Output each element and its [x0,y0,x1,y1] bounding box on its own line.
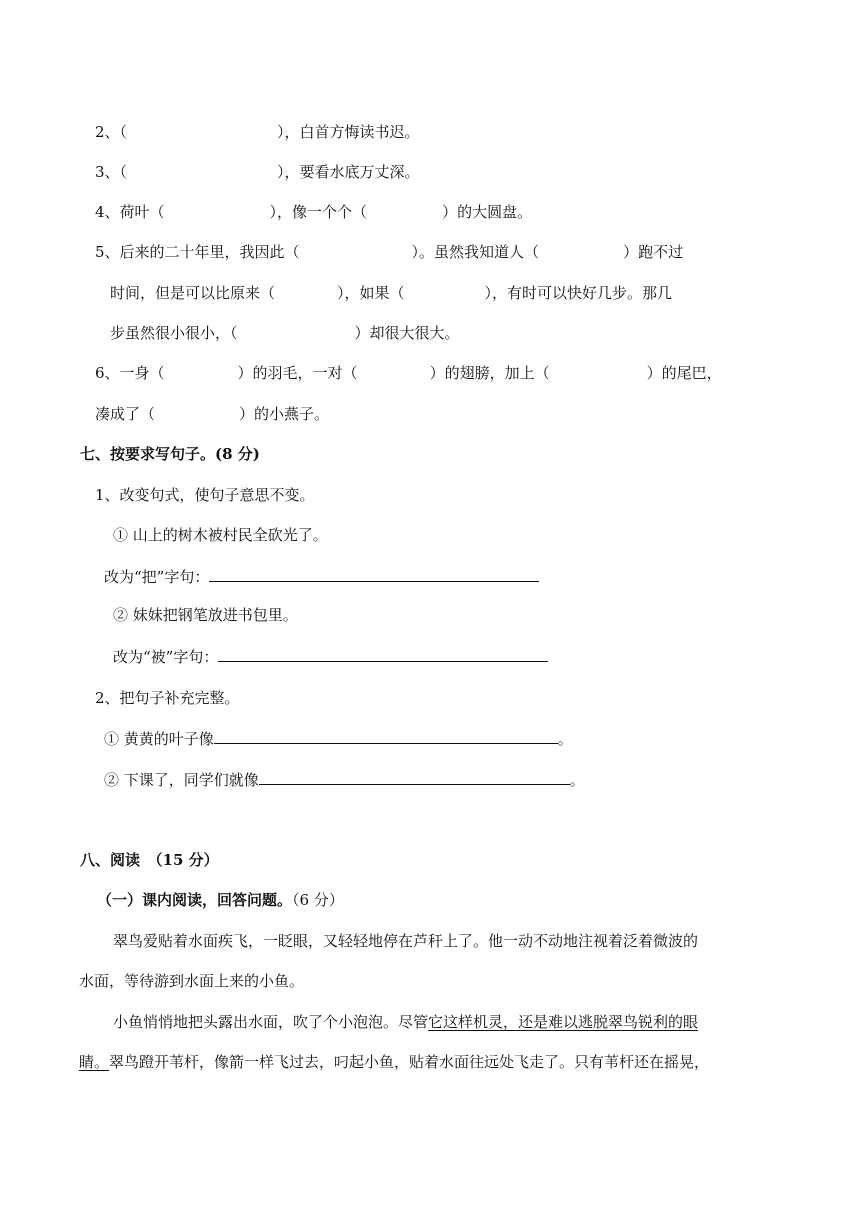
s7-q2a-text: ① 黄黄的叶子像 [104,730,214,748]
q6-2-prefix: 2、（ [95,123,128,141]
q6-5-line1 [95,242,683,262]
answer-underline[interactable] [209,566,539,582]
answer-underline[interactable] [218,646,548,662]
q6-5-text: ）却很大很大。 [354,324,460,342]
q6-4-line [95,202,532,222]
q6-6-text: 6、一身（ [95,364,165,382]
s8-part1-title: （一）课内阅读，回答问题。 [97,891,293,909]
underlined-sentence: 它这样机灵，还是难以逃脱翠鸟锐利的眼 [428,1013,699,1031]
q6-5-text: ），如果（ [337,284,405,302]
passage-line [113,1012,698,1032]
q6-5-text: 步虽然很小很小，（ [110,324,238,342]
answer-underline[interactable] [259,769,570,785]
q6-6-line1 [95,363,722,383]
q6-6-text: ）的尾巴， [646,364,722,382]
s7-q1b-sentence: ② 妹妹把钢笔放进书包里。 [113,606,298,624]
s8-part1-heading [97,890,344,910]
q6-2-suffix: ），白首方悔读书迟。 [277,123,420,141]
q6-6-text: ）的小燕子。 [239,405,330,423]
s7-q1b-answer-line [113,646,548,667]
passage-line: 水面，等待游到水面上来的小鱼。 [79,972,305,990]
q6-5-line2 [110,283,672,303]
q6-5-text: ），有时可以快好几步。那几 [484,284,673,302]
ba-label: 改为“把”字句： [104,568,210,586]
passage-line: 翠鸟爱贴着水面疾飞，一眨眼，又轻轻地停在芦秆上了。他一动不动地注视着泛着微波的 [113,932,699,950]
passage-line [79,1052,709,1072]
s7-q1a-sentence: ① 山上的树木被村民全砍光了。 [113,526,328,544]
s7-q2b-text: ② 下课了，同学们就像 [104,771,259,789]
q6-5-text: ）跑不过 [623,243,684,261]
q6-4-text-c: ）的大圆盘。 [442,203,533,221]
s7-q2a-line [104,728,573,749]
bei-label: 改为“被”字句： [113,648,219,666]
s7-q1-instruction: 1、改变句式，使句子意思不变。 [95,486,315,504]
passage-text: 小鱼悄悄地把头露出水面，吹了个小泡泡。尽管 [113,1013,429,1031]
period: 。 [569,771,585,789]
q6-5-text: 时间，但是可以比原来（ [110,284,276,302]
q6-4-text-b: ），像一个个（ [269,203,368,221]
q6-3-prefix: 3、（ [95,163,128,181]
q6-4-text-a: 4、荷叶（ [95,203,165,221]
s7-q1a-answer-line [104,566,539,587]
q6-5-text: ）。虽然我知道人（ [411,243,540,261]
s8-part1-score: （6 分） [292,891,344,909]
q6-3-suffix: ），要看水底万丈深。 [277,163,420,181]
q6-5-text: 5、后来的二十年里，我因此（ [95,243,300,261]
section-7-heading: 七、按要求写句子。(8 分) [80,445,260,463]
section-8-heading: 八、阅读 （15 分） [80,851,219,869]
period: 。 [557,730,573,748]
s7-q2-instruction: 2、把句子补充完整。 [95,689,240,707]
q6-3-line [95,162,420,182]
s7-q2b-line [104,769,585,790]
q6-5-line3 [110,323,460,343]
passage-text: 翠鸟蹬开苇杆，像箭一样飞过去，叼起小鱼，贴着水面往远处飞走了。只有苇杆还在摇晃， [109,1053,710,1071]
q6-6-text: 凑成了（ [95,405,156,423]
q6-6-text: ）的羽毛，一对（ [237,364,358,382]
q6-6-line2 [95,404,329,424]
q6-6-text: ）的翅膀，加上（ [429,364,550,382]
underlined-sentence: 睛。 [79,1053,110,1071]
q6-2-line [95,122,420,142]
answer-underline[interactable] [214,728,558,744]
